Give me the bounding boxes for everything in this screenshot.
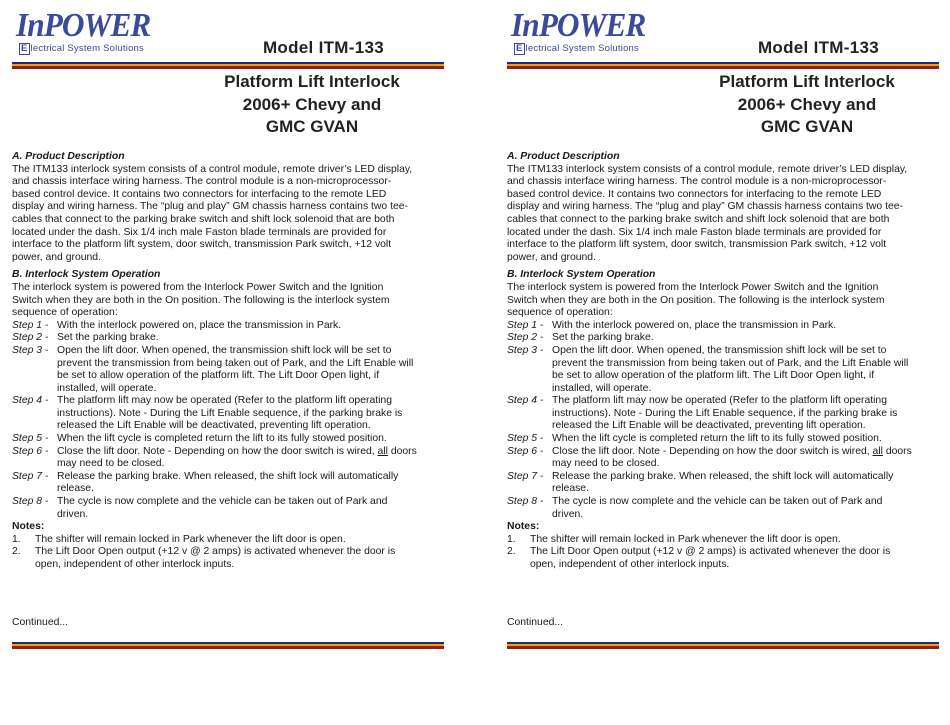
step-item xyxy=(12,345,450,395)
step-item xyxy=(12,395,450,433)
note-number: 2. xyxy=(507,546,516,558)
step-text: may need to be closed. xyxy=(552,458,660,470)
note-item xyxy=(507,546,945,571)
step-label: Step 6 - xyxy=(507,445,544,457)
body-line: interface to the platform lift system, door switch, transmission Park switch, +12 volt xyxy=(12,239,392,251)
body-line: cables that connect to the parking brake switch and shift lock solenoid that are both xyxy=(12,213,395,225)
step-item xyxy=(12,496,450,521)
step-text: release. xyxy=(552,483,589,495)
note-text: The Lift Door Open output (+12 v @ 2 amps) is activated whenever the door is xyxy=(35,546,396,558)
step-label: Step 2 - xyxy=(507,332,544,344)
step-label: Step 4 - xyxy=(507,395,544,407)
body-line: The interlock system is powered from the Interlock Power Switch and the Ignition xyxy=(12,281,384,293)
note-text: open, independent of other interlock inputs. xyxy=(35,559,235,570)
body-line: cables that connect to the parking brake switch and shift lock solenoid that are both xyxy=(507,213,890,225)
step-text: be set to allow operation of the platform lift. The Lift Door Open light, if xyxy=(57,370,380,382)
logo-wordmark: InPOWER xyxy=(511,7,646,44)
body-line: and chassis interface wiring harness. The control module is a non-microprocessor- xyxy=(507,176,887,188)
logo-tagline xyxy=(514,43,639,55)
step-text: Set the parking brake. xyxy=(57,332,159,344)
body-line: power, and ground. xyxy=(507,251,596,263)
footer-divider xyxy=(12,642,444,649)
footer-divider xyxy=(507,642,939,649)
step-item xyxy=(12,433,450,446)
step-item xyxy=(507,332,945,345)
step-text: The platform lift may now be operated (Refer to the platform lift operating xyxy=(57,395,392,407)
section-b-heading: B. Interlock System Operation xyxy=(507,269,656,281)
header-divider xyxy=(12,62,444,69)
note-number: 2. xyxy=(12,546,21,558)
step-item xyxy=(507,471,945,496)
step-text: Open the lift door. When opened, the transmission shift lock will be set to xyxy=(57,344,392,356)
body-line: display and wiring harness. The “plug and play” GM chassis harness contains two tee- xyxy=(507,201,904,213)
step-text: driven. xyxy=(57,508,89,520)
body-line: interface to the platform lift system, door switch, transmission Park switch, +12 volt xyxy=(507,239,887,251)
note-text: The shifter will remain locked in Park whenever the lift door is open. xyxy=(530,533,841,545)
step-item xyxy=(507,433,945,446)
body-line: sequence of operation: xyxy=(12,307,118,319)
step-text: With the interlock powered on, place the transmission in Park. xyxy=(57,319,342,331)
step-item xyxy=(507,320,945,333)
document-page-left xyxy=(4,0,444,725)
step-label: Step 4 - xyxy=(12,395,49,407)
notes-heading: Notes: xyxy=(507,521,540,533)
step-text: driven. xyxy=(552,508,584,520)
logo-tagline-initial: E xyxy=(21,43,28,54)
section-a-heading: A. Product Description xyxy=(507,151,620,162)
title-line: Platform Lift Interlock xyxy=(719,72,895,91)
step-text: instructions). Note - During the Lift Enable sequence, if the parking brake is xyxy=(552,407,898,419)
logo-tagline xyxy=(19,43,144,55)
body-line: and chassis interface wiring harness. The control module is a non-microprocessor- xyxy=(12,176,392,188)
step-text: Release the parking brake. When released, the shift lock will automatically xyxy=(57,470,399,482)
title-line: Platform Lift Interlock xyxy=(224,72,400,91)
body-line: The ITM133 interlock system consists of a control module, remote driver’s LED display, xyxy=(507,163,908,175)
step-label: Step 8 - xyxy=(507,496,544,508)
step-label: Step 5 - xyxy=(12,433,49,445)
step-item xyxy=(507,345,945,395)
document-title xyxy=(182,71,442,139)
step-text: release. xyxy=(57,483,94,495)
body-line: The ITM133 interlock system consists of a control module, remote driver’s LED display, xyxy=(12,163,413,175)
underlined-word: all xyxy=(377,445,388,457)
section-b-heading: B. Interlock System Operation xyxy=(12,269,161,281)
note-item xyxy=(507,534,945,547)
note-text: open, independent of other interlock inputs. xyxy=(530,559,730,570)
step-text: may need to be closed. xyxy=(57,458,165,470)
step-label: Step 1 - xyxy=(507,319,544,331)
step-text: Release the parking brake. When released, the shift lock will automatically xyxy=(552,470,894,482)
note-text: The shifter will remain locked in Park whenever the lift door is open. xyxy=(35,533,346,545)
step-text: The platform lift may now be operated (Refer to the platform lift operating xyxy=(552,395,887,407)
body-line: Switch when they are both in the On position. The following is the interlock system xyxy=(507,294,885,306)
step-text: The cycle is now complete and the vehicle can be taken out of Park and xyxy=(57,496,388,508)
body-line: based control device. It contains two connectors for interfacing to the remote LED xyxy=(507,188,882,200)
logo-tagline-rest: lectrical System Solutions xyxy=(525,43,639,54)
step-text: Open the lift door. When opened, the transmission shift lock will be set to xyxy=(552,344,887,356)
body-line: located under the dash. Six 1/4 inch male Faston blade terminals are provided for xyxy=(12,226,387,238)
body-line: The interlock system is powered from the Interlock Power Switch and the Ignition xyxy=(507,281,879,293)
body-line: power, and ground. xyxy=(12,251,101,263)
continued-label: Continued... xyxy=(12,617,69,628)
note-item xyxy=(12,546,450,571)
step-text: installed, will operate. xyxy=(552,382,652,394)
step-label: Step 8 - xyxy=(12,496,49,508)
inpower-logo xyxy=(16,8,176,60)
body-line: display and wiring harness. The “plug and play” GM chassis harness contains two tee- xyxy=(12,201,409,213)
underlined-word: all xyxy=(872,445,883,457)
document-body xyxy=(507,151,945,572)
document-title xyxy=(677,71,937,139)
step-text: When the lift cycle is completed return the lift to its fully stowed position. xyxy=(552,433,882,445)
step-text: released the Lift Enable will be deactivated, preventing lift operation. xyxy=(57,420,371,432)
logo-tagline-initial: E xyxy=(516,43,523,54)
step-text: Close the lift door. Note - Depending on how the door switch is wired, all doors xyxy=(552,445,912,457)
title-line: 2006+ Chevy and xyxy=(737,94,877,114)
step-label: Step 6 - xyxy=(12,445,49,457)
step-label: Step 1 - xyxy=(12,319,49,331)
step-text: instructions). Note - During the Lift Enable sequence, if the parking brake is xyxy=(57,407,403,419)
logo-tagline-rest: lectrical System Solutions xyxy=(30,43,144,54)
step-text: Close the lift door. Note - Depending on how the door switch is wired, all doors xyxy=(57,445,417,457)
step-item xyxy=(507,395,945,433)
step-text: installed, will operate. xyxy=(57,382,157,394)
header-divider xyxy=(507,62,939,69)
step-label: Step 3 - xyxy=(507,344,544,356)
step-item xyxy=(12,446,450,471)
title-line: GMC GVAN xyxy=(760,117,854,136)
logo-wordmark: InPOWER xyxy=(16,7,151,44)
step-text: When the lift cycle is completed return the lift to its fully stowed position. xyxy=(57,433,387,445)
document-body xyxy=(12,151,450,572)
body-line: sequence of operation: xyxy=(507,307,613,319)
body-line: located under the dash. Six 1/4 inch male Faston blade terminals are provided for xyxy=(507,226,882,238)
note-number: 1. xyxy=(12,533,21,545)
body-line: Switch when they are both in the On position. The following is the interlock system xyxy=(12,294,390,306)
step-text: prevent the transmission from being taken out of Park, and the Lift Enable will xyxy=(57,357,414,369)
step-text: The cycle is now complete and the vehicle can be taken out of Park and xyxy=(552,496,883,508)
model-number: Model ITM-133 xyxy=(757,38,879,57)
section-a-heading: A. Product Description xyxy=(12,151,125,162)
step-label: Step 5 - xyxy=(507,433,544,445)
note-item xyxy=(12,534,450,547)
step-item xyxy=(12,320,450,333)
body-line: based control device. It contains two connectors for interfacing to the remote LED xyxy=(12,188,387,200)
step-label: Step 7 - xyxy=(507,470,544,482)
step-text: Set the parking brake. xyxy=(552,332,654,344)
step-label: Step 7 - xyxy=(12,470,49,482)
note-text: The Lift Door Open output (+12 v @ 2 amps) is activated whenever the door is xyxy=(530,546,891,558)
step-text: With the interlock powered on, place the transmission in Park. xyxy=(552,319,837,331)
model-number: Model ITM-133 xyxy=(262,38,384,57)
step-text: prevent the transmission from being taken out of Park, and the Lift Enable will xyxy=(552,357,909,369)
document-page-right xyxy=(499,0,939,725)
note-number: 1. xyxy=(507,533,516,545)
step-item xyxy=(507,446,945,471)
step-text: be set to allow operation of the platform lift. The Lift Door Open light, if xyxy=(552,370,875,382)
inpower-logo xyxy=(511,8,671,60)
step-item xyxy=(12,332,450,345)
step-item xyxy=(12,471,450,496)
step-text: released the Lift Enable will be deactivated, preventing lift operation. xyxy=(552,420,866,432)
step-item xyxy=(507,496,945,521)
continued-label: Continued... xyxy=(507,617,564,628)
title-line: GMC GVAN xyxy=(265,117,359,136)
title-line: 2006+ Chevy and xyxy=(242,94,382,114)
step-label: Step 2 - xyxy=(12,332,49,344)
notes-heading: Notes: xyxy=(12,521,45,533)
step-label: Step 3 - xyxy=(12,344,49,356)
